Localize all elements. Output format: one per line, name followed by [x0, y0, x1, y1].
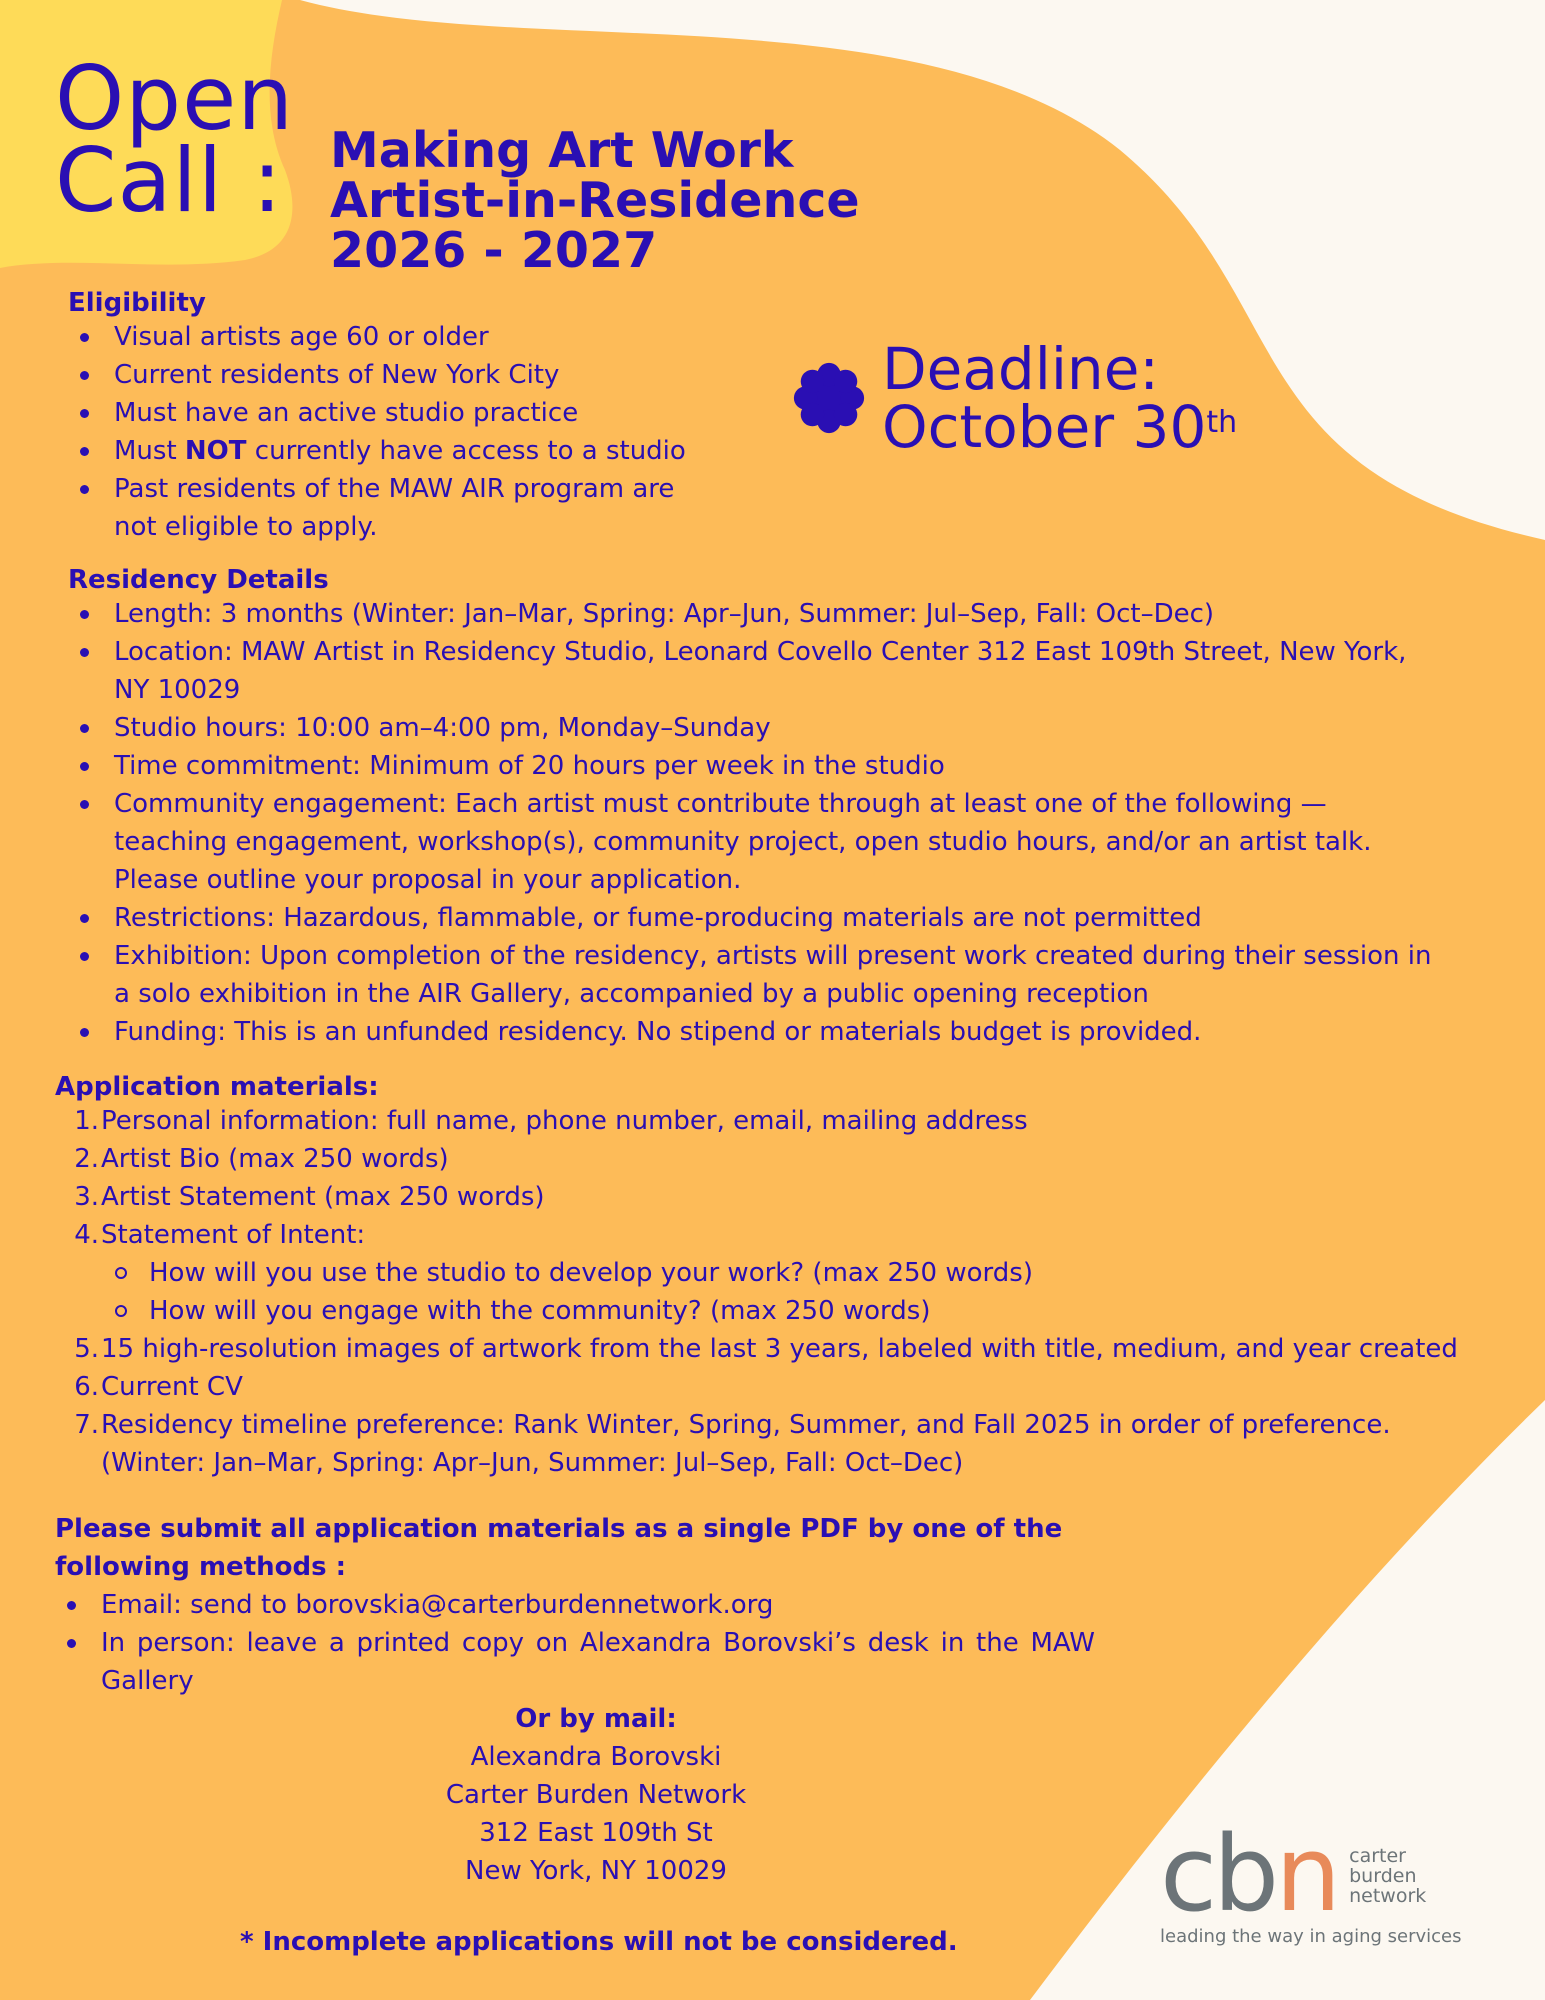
list-item: 4. Statement of Intent: How will you use the studio to develop your work? (max 250 words) How will you engage with the community? (max 250 words): [55, 1216, 1475, 1330]
deadline-label: Deadline:: [882, 335, 1159, 403]
open-call-heading: [55, 47, 295, 232]
submit-heading: Please submit all application materials as a single PDF by one of the following methods :: [55, 1514, 1063, 1582]
title-line3: 2026 - 2027: [330, 222, 658, 279]
mail-line: 312 East 109th St: [479, 1818, 713, 1848]
list-item: Past residents of the MAW AIR program are not eligible to apply.: [68, 470, 714, 546]
logo-words: carter burden network: [1349, 1845, 1427, 1907]
application-heading: Application materials:: [55, 1072, 379, 1102]
list-item: 5. 15 high-resolution images of artwork from the last 3 years, labeled with title, medium, and year created: [74, 1334, 1458, 1364]
list-item: Current residents of New York City: [68, 356, 768, 394]
emphasis-not: NOT: [184, 436, 247, 466]
eligibility-section: [68, 288, 768, 546]
intent-sublist: [101, 1254, 1475, 1330]
incomplete-note: * Incomplete applications will not be considered.: [240, 1927, 958, 1957]
page-title: [330, 122, 860, 279]
eligibility-list: [68, 318, 768, 546]
list-item: Funding: This is an unfunded residency. No stipend or materials budget is provided.: [68, 1013, 1448, 1051]
deadline-block: [790, 335, 1238, 461]
deadline-date: October 30th: [882, 393, 1238, 461]
list-item: Community engagement: Each artist must contribute through at least one of the following — teaching engagement, workshop(s), community project, open studio hours, and/or an artist talk. Please outline your proposal in your application.: [68, 785, 1384, 899]
list-item: In person: leave a printed copy on Alexandra Borovski’s desk in the MAW Gallery: [55, 1624, 1095, 1700]
list-item: Visual artists age 60 or older: [68, 318, 768, 356]
mail-line: Carter Burden Network: [445, 1780, 747, 1810]
submit-methods-list: [55, 1586, 1095, 1700]
logo-cb: cb: [1160, 1813, 1276, 1935]
list-item: 7. Residency timeline preference: Rank Winter, Spring, Summer, and Fall 2025 in order of preference. (Winter: Jan–Mar, Spring: Apr–Jun, Summer: Jul–Sep, Fall: Oct–Dec): [74, 1410, 1391, 1478]
mail-line: Alexandra Borovski: [470, 1742, 722, 1772]
application-section: [55, 1072, 1475, 1482]
mail-heading: Or by mail:: [515, 1704, 677, 1734]
list-item: 3. Artist Statement (max 250 words): [74, 1182, 545, 1212]
sub-list-item: How will you engage with the community? (max 250 words): [101, 1292, 1475, 1330]
list-item: 6. Current CV: [74, 1372, 243, 1402]
sub-list-item: How will you use the studio to develop your work? (max 250 words): [101, 1254, 1475, 1292]
residency-list: [68, 595, 1448, 1051]
residency-section: [68, 565, 1448, 1051]
list-item: Length: 3 months (Winter: Jan–Mar, Spring: Apr–Jun, Summer: Jul–Sep, Fall: Oct–Dec): [68, 595, 1448, 633]
list-item: 2. Artist Bio (max 250 words): [74, 1144, 449, 1174]
logo-tagline: leading the way in aging services: [1160, 1926, 1462, 1947]
title-line1: Making Art Work: [330, 122, 794, 179]
list-item: Studio hours: 10:00 am–4:00 pm, Monday–Sunday: [68, 709, 1448, 747]
cbn-logo: [1160, 1813, 1462, 1947]
submit-section: [55, 1510, 1095, 1700]
open-call-line1: Open: [55, 47, 295, 150]
list-item: 1. Personal information: full name, phone number, email, mailing address: [74, 1106, 1028, 1136]
list-item: Restrictions: Hazardous, flammable, or fume-producing materials are not permitted: [68, 899, 1448, 937]
eligibility-heading: Eligibility: [68, 288, 206, 318]
list-item: Time commitment: Minimum of 20 hours per week in the studio: [68, 747, 1448, 785]
application-list: [55, 1102, 1475, 1482]
list-item: Must have an active studio practice: [68, 394, 768, 432]
mail-line: New York, NY 10029: [465, 1856, 727, 1886]
residency-heading: Residency Details: [68, 565, 329, 595]
title-line2: Artist-in-Residence: [330, 172, 860, 229]
list-item: Email: send to borovskia@carterburdennetwork.org: [55, 1586, 1095, 1624]
deadline-date-suffix: th: [1206, 405, 1238, 440]
logo-n: n: [1275, 1813, 1340, 1935]
flower-icon: [790, 359, 868, 437]
list-item: Must NOT currently have access to a studio: [68, 432, 768, 470]
list-item: Exhibition: Upon completion of the residency, artists will present work created during their session in a solo exhibition in the AIR Gallery, accompanied by a public opening reception: [68, 937, 1454, 1013]
list-item: Location: MAW Artist in Residency Studio, Leonard Covello Center 312 East 109th Street, New York, NY 10029: [68, 633, 1434, 709]
open-call-line2: Call :: [55, 129, 283, 232]
mail-address-block: [396, 1700, 796, 1890]
